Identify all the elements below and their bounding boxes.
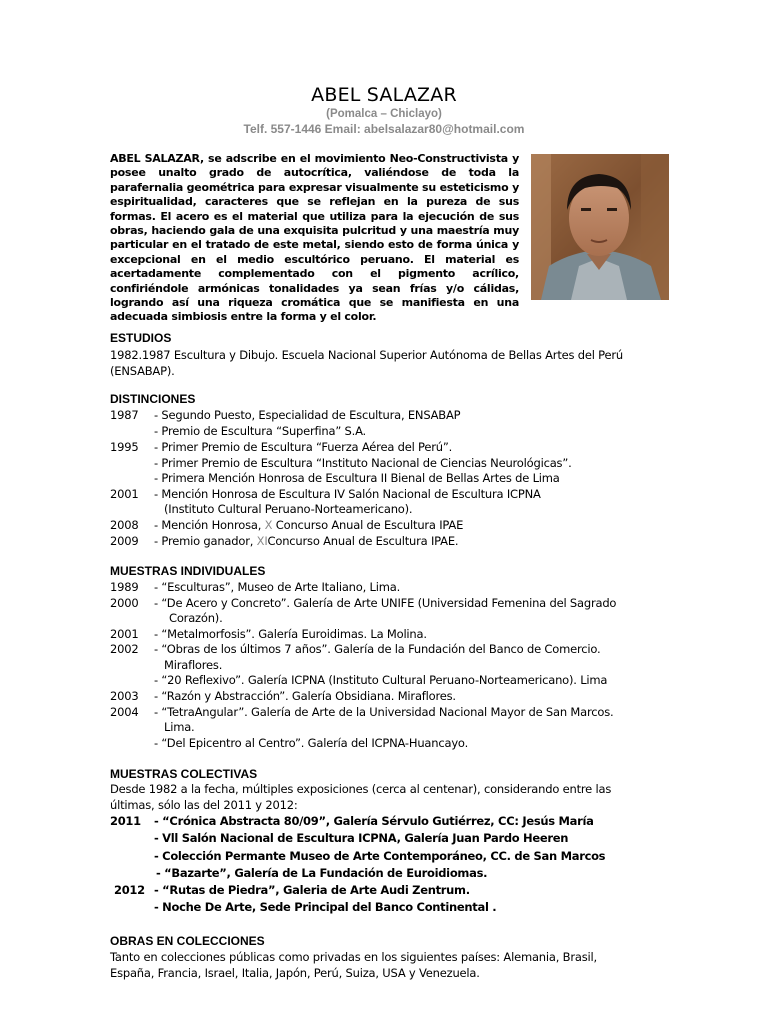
distincion-row <box>110 487 670 502</box>
distincion-roman-numeral: XI <box>256 534 268 548</box>
distincion-year: 1987 <box>110 408 139 422</box>
distincion-row <box>110 440 670 455</box>
colectiva-item: - “Crónica Abstracta 80/09”, Galería Sérvulo Gutiérrez, CC: Jesús María <box>154 814 594 828</box>
individual-year: 1989 <box>110 580 139 594</box>
distincion-row <box>110 424 670 439</box>
individual-row <box>110 642 670 657</box>
colectiva-item: - “Bazarte”, Galería de La Fundación de Euroidiomas. <box>156 866 488 880</box>
colectiva-row <box>110 849 670 864</box>
distincion-year: 2001 <box>110 487 139 501</box>
distincion-row <box>110 534 670 549</box>
individual-row <box>110 580 670 595</box>
individual-item: - “Metalmorfosis”. Galería Euroidimas. La Molina. <box>154 627 427 641</box>
individual-item: - “Del Epicentro al Centro”. Galería del ICPNA-Huancayo. <box>154 736 469 750</box>
distincion-year: 1995 <box>110 440 139 454</box>
individual-year: 2001 <box>110 627 139 641</box>
colectiva-row <box>110 900 670 915</box>
individual-item: - “20 Reflexivo”. Galería ICPNA (Instituto Cultural Peruano-Norteamericano). Lima <box>154 673 608 687</box>
colectiva-item: - “Rutas de Piedra”, Galeria de Arte Audi Zentrum. <box>154 883 470 897</box>
individual-row <box>110 658 670 673</box>
section-title-distinciones: DISTINCIONES <box>110 392 196 406</box>
colectiva-row <box>110 814 670 829</box>
distincion-item-text: - Premio ganador, <box>154 534 254 548</box>
colectiva-row <box>110 831 670 846</box>
individual-year: 2002 <box>110 642 139 656</box>
colectiva-item: - Vll Salón Nacional de Escultura ICPNA, Galería Juan Pardo Heeren <box>154 831 569 845</box>
colectiva-item: - Noche De Arte, Sede Principal del Banco Continental . <box>154 900 497 914</box>
distincion-item-text: - Mención Honrosa, <box>154 518 262 532</box>
estudios-text: 1982.1987 Escultura y Dibujo. Escuela Nacional Superior Autónoma de Bellas Artes del Perú (ENSABAP). <box>110 348 623 378</box>
section-title-obras: OBRAS EN COLECCIONES <box>110 934 265 948</box>
individual-year: 2004 <box>110 705 139 719</box>
distincion-item <box>154 518 463 533</box>
distincion-roman-numeral: X <box>264 518 273 532</box>
individual-item: Miraflores. <box>164 658 223 672</box>
distincion-item: - Premio de Escultura “Superfina” S.A. <box>154 424 367 438</box>
colectiva-year: 2011 <box>110 814 141 828</box>
individual-year: 2003 <box>110 689 139 703</box>
distincion-row <box>110 471 670 486</box>
artist-location: (Pomalca – Chiclayo) <box>326 108 442 120</box>
individual-row <box>110 627 670 642</box>
individual-row <box>110 673 670 688</box>
distincion-row <box>110 502 670 517</box>
distincion-item: (Instituto Cultural Peruano-Norteamericano). <box>164 502 413 516</box>
individual-item: - “Obras de los últimos 7 años”. Galería de la Fundación del Banco de Comercio. <box>154 642 601 656</box>
colectivas-intro: Desde 1982 a la fecha, múltiples exposiciones (cerca al centenar), considerando entre las últimas, sólo las del 2011 y 2012: <box>110 782 612 812</box>
individual-item: - “De Acero y Concreto”. Galería de Arte UNIFE (Universidad Femenina del Sagrado <box>154 596 617 610</box>
distincion-item: - Primer Premio de Escultura “Instituto Nacional de Ciencias Neurológicas”. <box>154 456 572 470</box>
distincion-item: - Mención Honrosa de Escultura IV Salón Nacional de Escultura ICPNA <box>154 487 541 501</box>
distincion-year: 2008 <box>110 518 139 532</box>
distincion-item <box>154 534 458 549</box>
artist-portrait-photo <box>531 154 669 300</box>
artist-name: ABEL SALAZAR <box>311 84 457 106</box>
individual-row <box>110 736 670 751</box>
portrait-illustration <box>531 154 669 300</box>
individual-row <box>110 705 670 720</box>
artist-contact: Telf. 557-1446 Email: abelsalazar80@hotmail.com <box>243 122 525 136</box>
section-title-estudios: ESTUDIOS <box>110 331 172 345</box>
colectiva-row <box>110 883 670 898</box>
biography-paragraph: ABEL SALAZAR, se adscribe en el movimiento Neo-Constructivista y posee unalto grado de autocrítica, valiéndose de toda la parafernalia geométrica para expresar visualmente su esteticismo y espiritualidad, caracteres que se reflejan en la pureza de sus formas. El acero es el material que utiliza para la ejecución de sus obras, haciendo gala de una exquisita pulcritud y una maestría muy particular en el tratado de este metal, siendo esto de forma única y excepcional en el medio escultórico peruano. El material es acertadamente complementado con el pigmento acrílico, confiriéndole armónicas tonalidades ya sean frías y/o cálidas, logrando así una riqueza cromática que se manifiesta en una adecuada simbiosis entre la forma y el color. <box>110 152 519 324</box>
distincion-row <box>110 456 670 471</box>
individual-row <box>110 596 670 611</box>
section-title-individuales: MUESTRAS INDIVIDUALES <box>110 564 266 578</box>
distincion-year: 2009 <box>110 534 139 548</box>
individual-item: Corazón). <box>169 611 223 625</box>
individual-item: Lima. <box>164 720 195 734</box>
individual-item: - “Razón y Abstracción”. Galería Obsidiana. Miraflores. <box>154 689 456 703</box>
section-title-colectivas: MUESTRAS COLECTIVAS <box>110 767 258 781</box>
distincion-item-rest: Concurso Anual de Escultura IPAE <box>275 518 464 532</box>
colectiva-item: - Colección Permante Museo de Arte Contemporáneo, CC. de San Marcos <box>154 849 606 863</box>
individual-row <box>110 689 670 704</box>
distincion-row <box>110 518 670 533</box>
obras-text: Tanto en colecciones públicas como privadas en los siguientes países: Alemania, Brasil, España, Francia, Israel, Italia, Japón, Perú, Suiza, USA y Venezuela. <box>110 950 597 980</box>
individual-item: - “TetraAngular”. Galería de Arte de la Universidad Nacional Mayor de San Marcos. <box>154 705 614 719</box>
distincion-item: - Primera Mención Honrosa de Escultura II Bienal de Bellas Artes de Lima <box>154 471 560 485</box>
individual-year: 2000 <box>110 596 139 610</box>
individual-item: - “Esculturas”, Museo de Arte Italiano, Lima. <box>154 580 401 594</box>
colectiva-row <box>110 866 670 881</box>
individual-row <box>110 720 670 735</box>
individual-row <box>110 611 670 626</box>
distincion-item: - Segundo Puesto, Especialidad de Escultura, ENSABAP <box>154 408 461 422</box>
distincion-row <box>110 408 670 423</box>
colectiva-year: 2012 <box>114 883 145 897</box>
distincion-item-rest: Concurso Anual de Escultura IPAE. <box>267 534 459 548</box>
distincion-item: - Primer Premio de Escultura “Fuerza Aérea del Perú”. <box>154 440 453 454</box>
